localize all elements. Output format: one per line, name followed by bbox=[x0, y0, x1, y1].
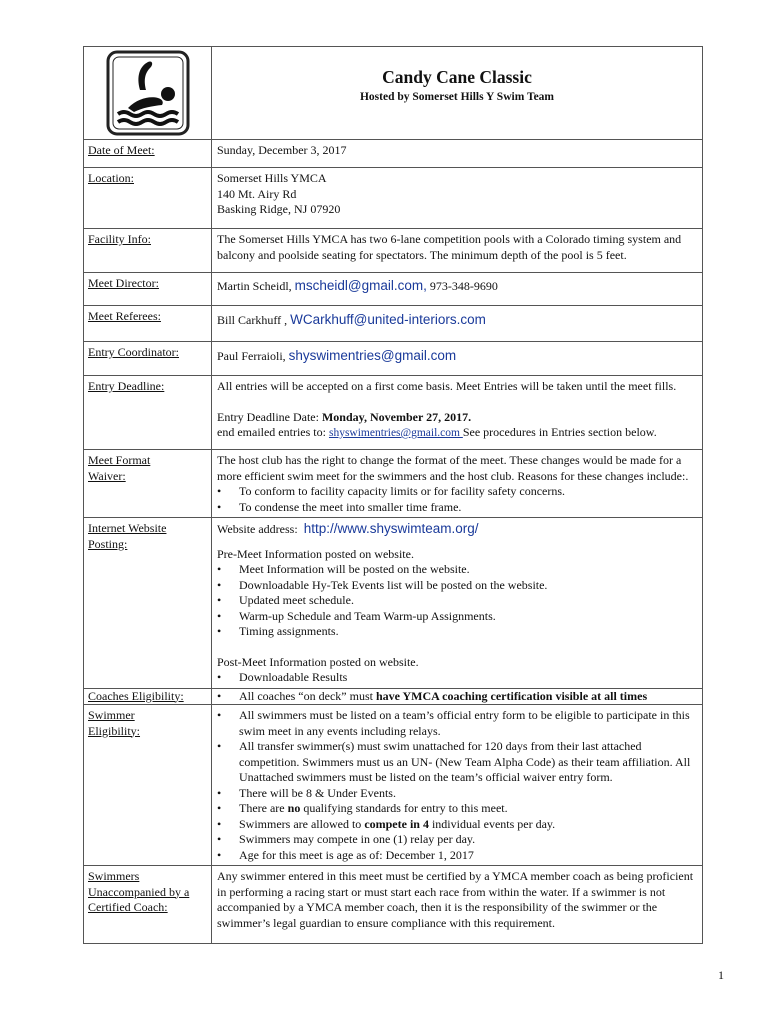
website-label-2: Posting: bbox=[88, 536, 128, 551]
website-label-1: Internet Website bbox=[88, 521, 167, 535]
coordinator-label: Entry Coordinator: bbox=[88, 345, 179, 359]
pre-meet-heading: Pre-Meet Information posted on website. bbox=[217, 546, 414, 561]
date-value: Sunday, December 3, 2017 bbox=[217, 143, 347, 157]
director-phone: 973-348-9690 bbox=[429, 279, 498, 293]
label-cell bbox=[84, 688, 212, 705]
list-item: • Age for this meet is age as of: December 1, 2017 bbox=[217, 848, 698, 864]
list-item: • Downloadable Results bbox=[217, 670, 698, 686]
deadline-line1: All entries will be accepted on a first come basis. Meet Entries will be taken until the meet fills. bbox=[217, 379, 677, 393]
deadline-date-prefix: Entry Deadline Date: bbox=[217, 409, 322, 424]
website-address-prefix: Website address: bbox=[217, 522, 298, 536]
value-cell bbox=[212, 450, 703, 518]
director-label: Meet Director: bbox=[88, 276, 159, 290]
website-url-link[interactable]: http://www.shyswimteam.org/ bbox=[303, 521, 479, 536]
swimmer-label-1: Swimmer bbox=[88, 708, 135, 722]
label-cell bbox=[84, 866, 212, 944]
label-cell bbox=[84, 450, 212, 518]
coaches-bold: have YMCA coaching certification visible at all times bbox=[375, 688, 648, 703]
value-cell bbox=[212, 168, 703, 229]
list-item: • All swimmers must be listed on a team’s official entry form to be eligible to participate in this swim meet in any events including relays. bbox=[217, 708, 698, 739]
title-cell bbox=[212, 47, 703, 140]
value-cell bbox=[212, 518, 703, 689]
value-cell bbox=[212, 306, 703, 342]
post-meet-bullets bbox=[217, 670, 698, 686]
coaches-prefix: All coaches “on deck” must bbox=[239, 688, 376, 703]
label-cell bbox=[84, 229, 212, 273]
label-cell bbox=[84, 168, 212, 229]
pre-meet-bullets bbox=[217, 562, 698, 640]
coordinator-name: Paul Ferraioli, bbox=[217, 349, 286, 363]
page-number: 1 bbox=[718, 968, 724, 982]
unaccompanied-text: Any swimmer entered in this meet must be certified by a YMCA member coach as being proficient in performing a racing start or must start each race from within the water. If a swimmer is not accompanied by a YMCA member coach, then it is the responsibility of the swimmer or the swimmer’s legal guardian to ensure compliance with this requirement. bbox=[217, 869, 694, 930]
format-text: The host club has the right to change the format of the meet. These changes would be made for a more efficient swim meet for the swimmers and the host club. Reasons for these changes include:. bbox=[217, 453, 689, 483]
spacer bbox=[217, 395, 698, 410]
location-line2: 140 Mt. Airy Rd bbox=[217, 186, 297, 201]
meet-document bbox=[83, 46, 703, 944]
unaccompanied-label-2: Unaccompanied by a bbox=[88, 884, 190, 899]
spacer bbox=[217, 538, 698, 547]
value-cell bbox=[212, 229, 703, 273]
location-line1: Somerset Hills YMCA bbox=[217, 171, 327, 185]
value-cell bbox=[212, 273, 703, 306]
label-cell bbox=[84, 705, 212, 866]
row-coordinator bbox=[84, 342, 703, 376]
unaccompanied-label-3: Certified Coach: bbox=[88, 900, 168, 914]
row-format bbox=[84, 450, 703, 518]
label-cell bbox=[84, 140, 212, 168]
swimmer-bullets bbox=[217, 708, 698, 863]
location-line3: Basking Ridge, NJ 07920 bbox=[217, 202, 341, 216]
label-cell bbox=[84, 273, 212, 306]
list-item: • Swimmers may compete in one (1) relay per day. bbox=[217, 832, 698, 848]
label-cell bbox=[84, 518, 212, 689]
value-cell bbox=[212, 140, 703, 168]
location-label: Location: bbox=[88, 171, 134, 185]
row-referees bbox=[84, 306, 703, 342]
list-item: • Timing assignments. bbox=[217, 624, 698, 640]
list-item bbox=[217, 801, 698, 817]
referees-label: Meet Referees: bbox=[88, 309, 161, 323]
value-cell bbox=[212, 376, 703, 450]
b4-prefix: There are bbox=[239, 801, 288, 815]
format-label-1: Meet Format bbox=[88, 453, 151, 467]
row-deadline bbox=[84, 376, 703, 450]
format-label-2: Waiver: bbox=[88, 468, 126, 483]
referee-name: Bill Carkhuff , bbox=[217, 313, 288, 327]
meet-info-table bbox=[83, 46, 703, 944]
row-location bbox=[84, 168, 703, 229]
header-row bbox=[84, 47, 703, 140]
row-coaches bbox=[84, 688, 703, 705]
row-date bbox=[84, 140, 703, 168]
value-cell bbox=[212, 866, 703, 944]
entries-email-link[interactable]: shyswimentries@gmail.com bbox=[328, 427, 463, 439]
value-cell bbox=[212, 342, 703, 376]
b4-suffix: qualifying standards for entry to this meet. bbox=[300, 801, 508, 815]
deadline-label: Entry Deadline: bbox=[88, 379, 165, 393]
facility-label: Facility Info: bbox=[88, 232, 151, 246]
list-item: • Updated meet schedule. bbox=[217, 593, 698, 609]
post-meet-heading: Post-Meet Information posted on website. bbox=[217, 654, 419, 669]
referee-email-link[interactable]: WCarkhuff@united-interiors.com bbox=[290, 312, 486, 327]
date-label: Date of Meet: bbox=[88, 143, 155, 157]
coaches-label: Coaches Eligibility: bbox=[88, 688, 184, 703]
value-cell bbox=[212, 688, 703, 705]
row-facility bbox=[84, 229, 703, 273]
row-website bbox=[84, 518, 703, 689]
row-swimmer bbox=[84, 705, 703, 866]
deadline-date: Monday, November 27, 2017. bbox=[321, 409, 472, 424]
list-item: • To conform to facility capacity limits or for facility safety concerns. bbox=[217, 484, 698, 500]
coaches-bullets bbox=[217, 689, 698, 705]
row-director bbox=[84, 273, 703, 306]
website-address-line bbox=[217, 521, 698, 538]
b4-bold: no bbox=[287, 801, 301, 815]
list-item bbox=[217, 817, 698, 833]
row-unaccompanied bbox=[84, 866, 703, 944]
b5-bold: compete in 4 bbox=[364, 816, 429, 831]
list-item: • Meet Information will be posted on the website. bbox=[217, 562, 698, 578]
unaccompanied-label-1: Swimmers bbox=[88, 869, 140, 883]
deadline-date-line bbox=[217, 410, 698, 426]
list-item: • To condense the meet into smaller time frame. bbox=[217, 500, 698, 516]
send-suffix: See procedures in Entries section below. bbox=[462, 425, 657, 439]
list-item: • There will be 8 & Under Events. bbox=[217, 786, 698, 802]
label-cell bbox=[84, 306, 212, 342]
swimmer-label-2: Eligibility: bbox=[88, 723, 141, 738]
b5-suffix: individual events per day. bbox=[428, 816, 556, 831]
format-bullets bbox=[217, 484, 698, 515]
spacer bbox=[217, 640, 698, 655]
send-prefix: end emailed entries to: bbox=[217, 425, 329, 439]
value-cell bbox=[212, 705, 703, 866]
page-subtitle: Hosted by Somerset Hills Y Swim Team bbox=[359, 91, 554, 103]
list-item bbox=[217, 689, 698, 705]
list-item: • Downloadable Hy-Tek Events list will be posted on the website. bbox=[217, 578, 698, 594]
b5-prefix: Swimmers are allowed to bbox=[239, 816, 365, 831]
facility-text: The Somerset Hills YMCA has two 6-lane competition pools with a Colorado timing system and balcony and poolside seating for spectators. The minimum depth of the pool is 5 feet. bbox=[217, 232, 682, 262]
director-email-link[interactable]: mscheidl@gmail.com, bbox=[294, 278, 427, 293]
list-item: • All transfer swimmer(s) must swim unattached for 120 days from their last attached competition. Swimmers must us an UN- (New Team Alpha Code) as their team affiliation. All Unattached swimmers must be listed on the team’s official waiver entry form. bbox=[217, 739, 698, 786]
swimmer-logo-icon bbox=[106, 50, 190, 136]
logo-cell bbox=[84, 47, 212, 140]
label-cell bbox=[84, 342, 212, 376]
director-name: Martin Scheidl, bbox=[217, 279, 292, 293]
coordinator-email-link[interactable]: shyswimentries@gmail.com bbox=[288, 348, 457, 363]
label-cell bbox=[84, 376, 212, 450]
list-item: • Warm-up Schedule and Team Warm-up Assignments. bbox=[217, 609, 698, 625]
page-title: Candy Cane Classic bbox=[382, 67, 532, 87]
deadline-send-line bbox=[217, 425, 698, 442]
